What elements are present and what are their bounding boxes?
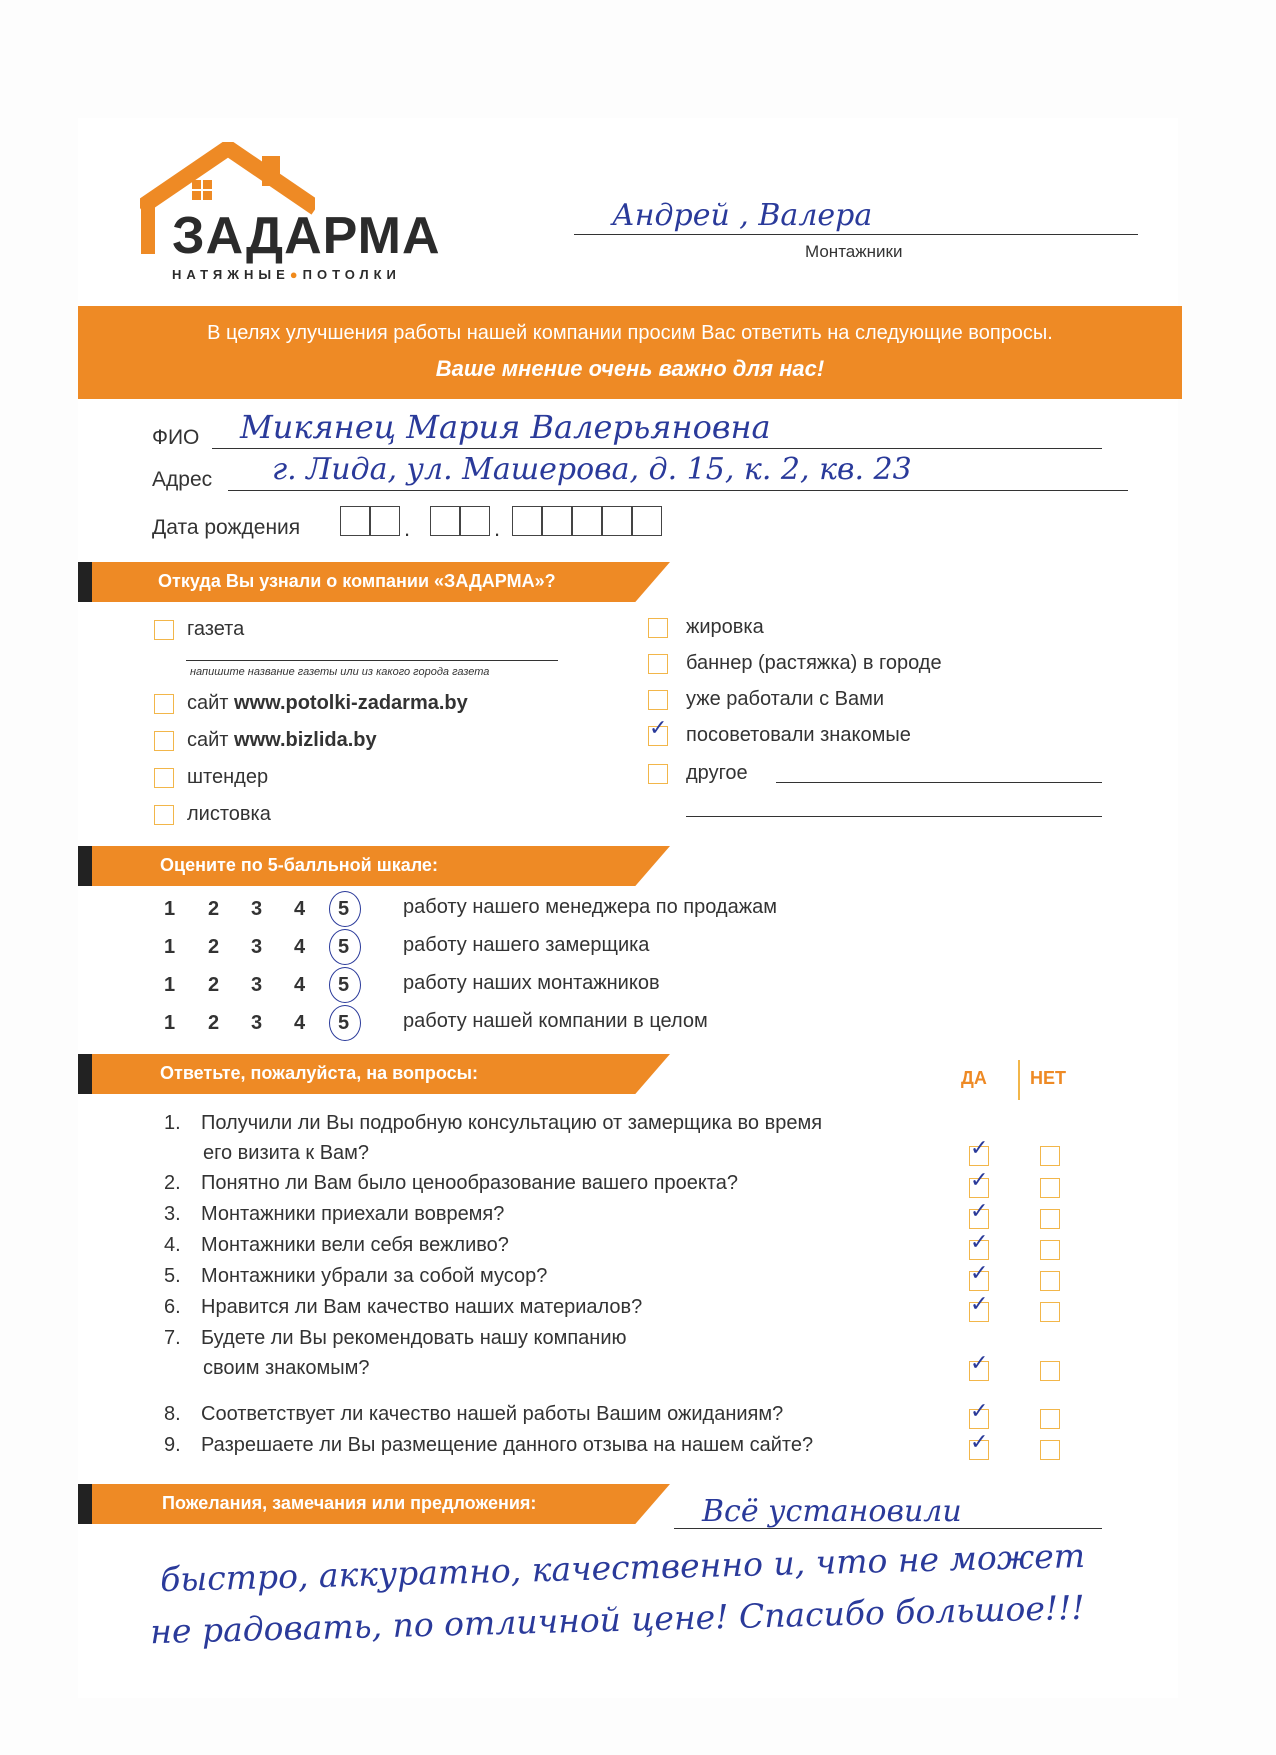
checkmark-icon: ✓ (970, 1399, 989, 1424)
logo-subtitle: НАТЯЖНЫЕ●ПОТОЛКИ (172, 267, 401, 282)
checkbox-other[interactable] (648, 764, 668, 784)
question-number: 7. (164, 1327, 181, 1349)
column-divider (1018, 1060, 1020, 1100)
info-banner (78, 306, 1182, 399)
birth-dot: . (404, 516, 411, 541)
checkbox-worked-before[interactable] (648, 690, 668, 710)
rating-option[interactable]: 5 (338, 974, 350, 996)
checkmark-icon: ✓ (970, 1261, 989, 1286)
other-line-2 (686, 816, 1102, 817)
birth-day-box[interactable] (340, 506, 370, 536)
answer-no-checkbox[interactable] (1040, 1240, 1060, 1260)
rating-option[interactable]: 2 (208, 936, 220, 958)
answer-no-checkbox[interactable] (1040, 1209, 1060, 1229)
rating-option[interactable]: 1 (164, 936, 176, 958)
banner-line1: В целях улучшения работы нашей компании просим Вас ответить на следующие вопросы. (207, 322, 1053, 344)
birth-day-box[interactable] (370, 506, 400, 536)
yes-column-header: ДА (961, 1068, 987, 1088)
section-rating-header: Оцените по 5-балльной шкале: (78, 846, 670, 886)
installers-handwritten: Андрей , Валера (612, 198, 873, 233)
question-text: Монтажники убрали за собой мусор? (201, 1265, 548, 1287)
rating-option[interactable]: 2 (208, 898, 220, 920)
installers-label: Монтажники (805, 242, 903, 261)
section-comments-header: Пожелания, замечания или предложения: (78, 1484, 670, 1524)
option-site-bizlida: сайт www.bizlida.by (187, 729, 377, 751)
question-number: 1. (164, 1112, 181, 1134)
option-recommended: посоветовали знакомые (686, 724, 911, 746)
question-text: Монтажники вели себя вежливо? (201, 1234, 509, 1256)
section-source-header: Откуда Вы узнали о компании «ЗАДАРМА»? (78, 562, 670, 602)
checkmark-icon: ✓ (970, 1199, 989, 1224)
birth-month-box[interactable] (460, 506, 490, 536)
rating-criterion: работу нашей компании в целом (403, 1010, 708, 1032)
question-text-continued: его визита к Вам? (203, 1142, 370, 1164)
birth-year-box[interactable] (542, 506, 572, 536)
checkmark-icon: ✓ (970, 1230, 989, 1255)
rating-option[interactable]: 2 (208, 974, 220, 996)
address-line (228, 490, 1128, 491)
banner-line2: Ваше мнение очень важно для нас! (435, 356, 825, 381)
rating-option[interactable]: 3 (251, 1012, 263, 1034)
question-text: Соответствует ли качество нашей работы Вашим ожиданиям? (201, 1403, 784, 1425)
checkbox-site-zadarma[interactable] (154, 694, 174, 714)
question-text: Получили ли Вы подробную консультацию от замерщика во время (201, 1112, 823, 1134)
birth-month-box[interactable] (430, 506, 460, 536)
installers-line (574, 234, 1138, 235)
question-number: 8. (164, 1403, 181, 1425)
answer-no-checkbox[interactable] (1040, 1178, 1060, 1198)
option-stender: штендер (187, 766, 269, 788)
birth-year-box[interactable] (602, 506, 632, 536)
checkmark-icon: ✓ (970, 1351, 989, 1376)
rating-criterion: работу нашего замерщика (403, 934, 650, 956)
rating-option[interactable]: 5 (338, 898, 350, 920)
rating-criterion: работу наших монтажников (403, 972, 660, 994)
question-number: 6. (164, 1296, 181, 1318)
logo-wordmark: ЗАДАРМА (172, 207, 441, 265)
rating-option[interactable]: 3 (251, 898, 263, 920)
rating-option[interactable]: 2 (208, 1012, 220, 1034)
rating-selected-circle (329, 967, 361, 1003)
question-number: 2. (164, 1172, 181, 1194)
question-number: 9. (164, 1434, 181, 1456)
option-banner: баннер (растяжка) в городе (686, 652, 942, 674)
rating-option[interactable]: 3 (251, 936, 263, 958)
question-text: Будете ли Вы рекомендовать нашу компанию (201, 1327, 627, 1349)
fio-label: ФИО (152, 426, 200, 449)
rating-option[interactable]: 5 (338, 936, 350, 958)
checkbox-banner[interactable] (648, 654, 668, 674)
comment-line-1-text[interactable]: Всё установили (702, 1494, 962, 1529)
answer-no-checkbox[interactable] (1040, 1302, 1060, 1322)
newspaper-line (186, 660, 558, 661)
question-number: 5. (164, 1265, 181, 1287)
rating-option[interactable]: 4 (294, 974, 306, 996)
rating-option[interactable]: 4 (294, 936, 306, 958)
checkmark-icon: ✓ (970, 1430, 989, 1455)
option-bill: жировка (686, 616, 764, 638)
checkmark-icon: ✓ (970, 1168, 989, 1193)
address-value[interactable]: г. Лида, ул. Машерова, д. 15, к. 2, кв. 23 (272, 452, 912, 487)
fio-line (212, 448, 1102, 449)
checkmark-icon: ✓ (970, 1292, 989, 1317)
option-worked-before: уже работали с Вами (686, 688, 885, 710)
question-text: Понятно ли Вам было ценообразование вашего проекта? (201, 1172, 739, 1194)
rating-selected-circle (329, 929, 361, 965)
birth-year-box[interactable] (572, 506, 602, 536)
answer-no-checkbox[interactable] (1040, 1271, 1060, 1291)
checkbox-site-bizlida[interactable] (154, 731, 174, 751)
option-other: другое (686, 762, 748, 784)
rating-option[interactable]: 5 (338, 1012, 350, 1034)
rating-option[interactable]: 4 (294, 898, 306, 920)
newspaper-note: напишите название газеты или из какого города газета (190, 666, 490, 678)
rating-criterion: работу нашего менеджера по продажам (403, 896, 777, 918)
option-leaflet: листовка (187, 803, 271, 825)
birth-year-box[interactable] (632, 506, 662, 536)
no-column-header: НЕТ (1030, 1068, 1066, 1088)
checkbox-newspaper[interactable] (154, 620, 174, 640)
answer-no-checkbox[interactable] (1040, 1361, 1060, 1381)
section-questions-header: Ответьте, пожалуйста, на вопросы: (78, 1054, 670, 1094)
birth-label: Дата рождения (152, 516, 301, 539)
question-number: 4. (164, 1234, 181, 1256)
question-text: Разрешаете ли Вы размещение данного отзыва на нашем сайте? (201, 1434, 814, 1456)
fio-value[interactable]: Микянец Мария Валерьяновна (240, 408, 771, 446)
checkbox-stender[interactable] (154, 768, 174, 788)
address-label: Адрес (152, 468, 213, 491)
rating-selected-circle (329, 891, 361, 927)
question-text: Монтажники приехали вовремя? (201, 1203, 505, 1225)
comment-line-3-text[interactable]: не радовать, по отличной цене! Спасибо большое!!! (149, 1587, 1086, 1652)
checkbox-bill[interactable] (648, 618, 668, 638)
answer-no-checkbox[interactable] (1040, 1146, 1060, 1166)
question-text-continued: своим знакомым? (203, 1357, 370, 1379)
rating-option[interactable]: 1 (164, 898, 176, 920)
checkmark-icon: ✓ (970, 1136, 989, 1161)
birth-dot: . (494, 516, 501, 541)
other-line (776, 782, 1102, 783)
comment-line-2-text[interactable]: быстро, аккуратно, качественно и, что не может (159, 1535, 1086, 1600)
question-number: 3. (164, 1203, 181, 1225)
question-text: Нравится ли Вам качество наших материалов? (201, 1296, 643, 1318)
rating-option[interactable]: 1 (164, 1012, 176, 1034)
option-site-zadarma: сайт www.potolki-zadarma.by (187, 692, 468, 714)
rating-option[interactable]: 3 (251, 974, 263, 996)
checkmark-icon: ✓ (649, 716, 668, 741)
option-newspaper: газета (187, 618, 245, 640)
birth-year-box[interactable] (512, 506, 542, 536)
answer-no-checkbox[interactable] (1040, 1440, 1060, 1460)
checkbox-leaflet[interactable] (154, 805, 174, 825)
rating-option[interactable]: 4 (294, 1012, 306, 1034)
answer-no-checkbox[interactable] (1040, 1409, 1060, 1429)
rating-option[interactable]: 1 (164, 974, 176, 996)
rating-selected-circle (329, 1005, 361, 1041)
